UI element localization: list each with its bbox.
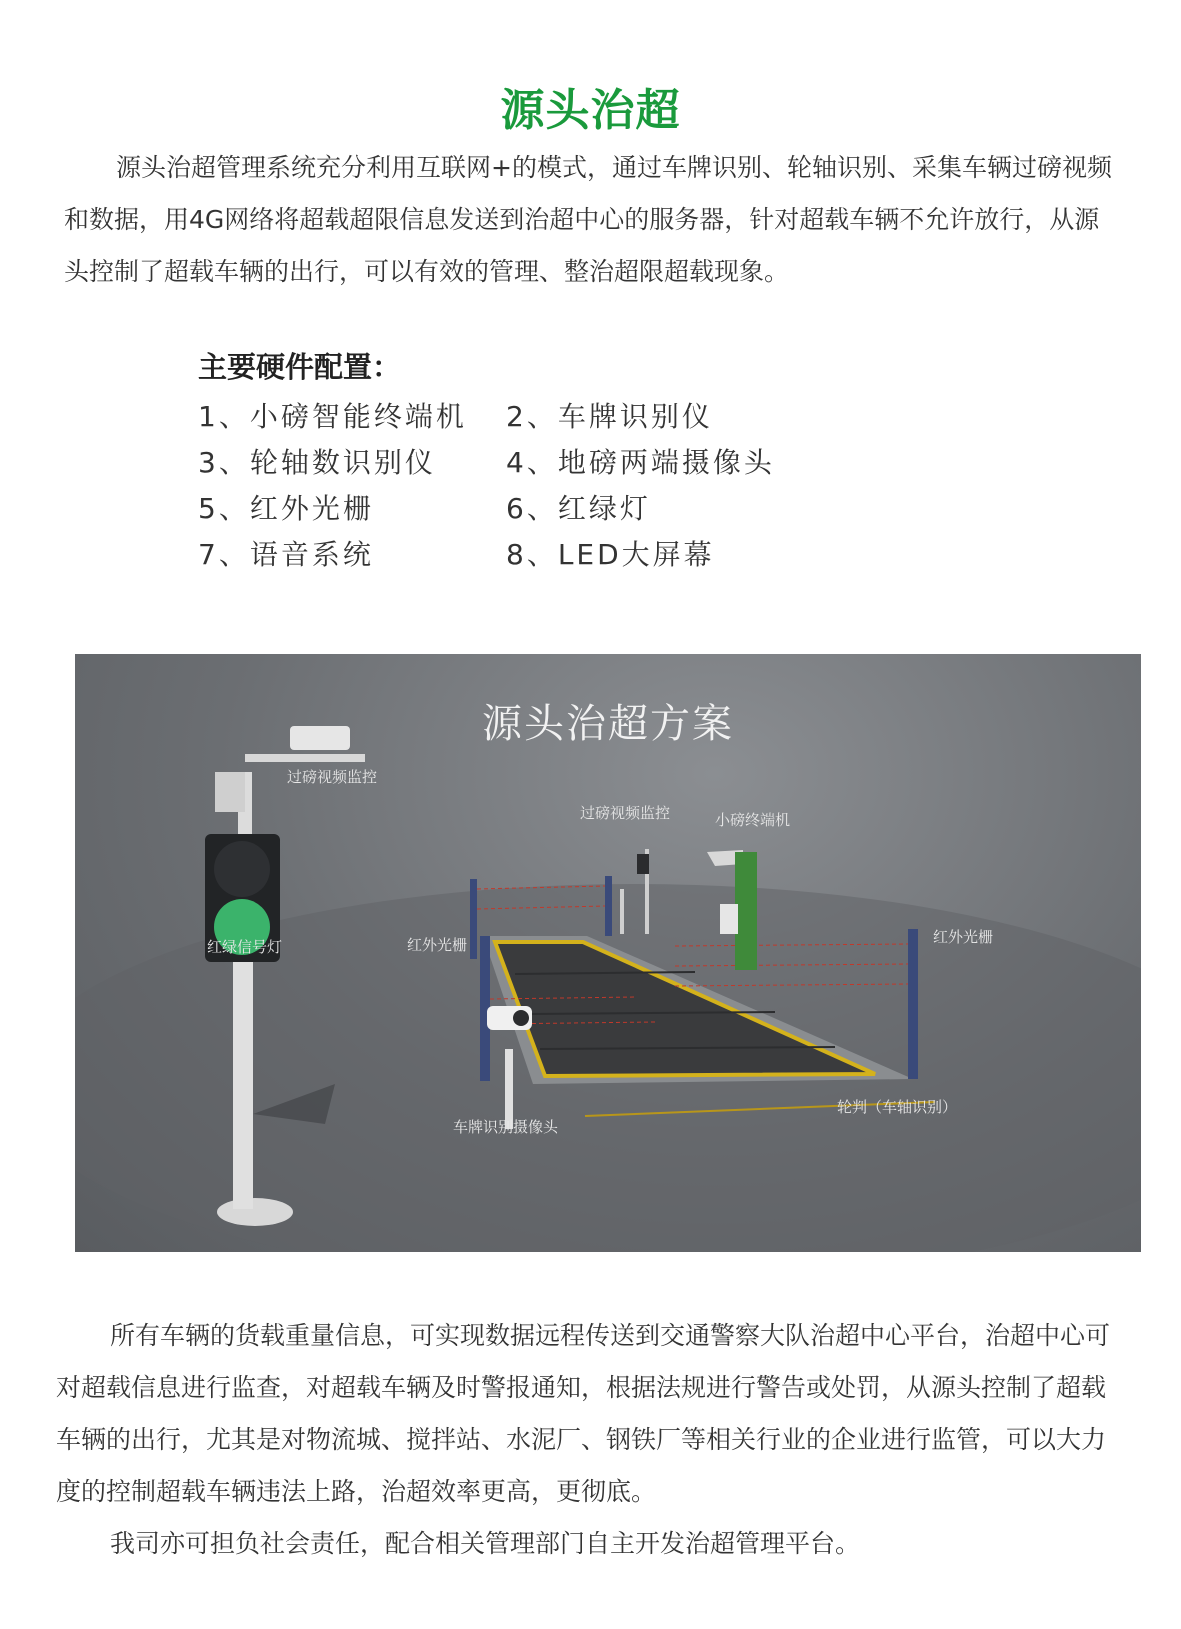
hardware-item: 8、LED大屏幕 <box>506 538 715 571</box>
hardware-row <box>198 486 838 532</box>
hardware-item: 3、轮轴数识别仪 <box>198 446 436 479</box>
diagram-title: 源头治超方案 <box>482 701 734 747</box>
solution-diagram <box>75 654 1141 1252</box>
page-title: 源头治超 <box>500 85 681 136</box>
infrared-post <box>470 879 477 959</box>
hardware-item: 1、小磅智能终端机 <box>198 400 467 433</box>
hardware-item: 2、车牌识别仪 <box>506 400 713 433</box>
outro-paragraph: 我司亦可担负社会责任，配合相关管理部门自主开发治超管理平台。 <box>110 1529 861 1558</box>
camera-arm <box>245 754 365 762</box>
pole-base <box>217 1198 293 1226</box>
label-video-monitor-center: 过磅视频监控 <box>580 804 671 822</box>
hardware-item: 4、地磅两端摄像头 <box>506 446 775 479</box>
label-plate-camera: 车牌识别摄像头 <box>453 1118 559 1136</box>
label-traffic-light: 红绿信号灯 <box>207 938 283 956</box>
label-infrared-left: 红外光栅 <box>407 936 468 954</box>
monitor-pole <box>620 889 624 934</box>
hardware-list <box>198 348 838 578</box>
pole-lower <box>233 954 253 1209</box>
hardware-item: 6、红绿灯 <box>506 492 651 525</box>
infrared-post <box>605 876 612 936</box>
outro-paragraph: 所有车辆的货载重量信息，可实现数据远程传送到交通警察大队治超中心平台，治超中心可对超载信息进行监查，对超载车辆及时警报通知，根据法规进行警告或处罚，从源头控制了超载车辆的出行，尤其是对物流城、搅拌站、水泥厂、钢铁厂等相关行业的企业进行监管，可以大力度的控制超载车辆违法上路，治超效率更高，更彻底。 <box>56 1321 1111 1506</box>
hardware-row <box>198 394 838 440</box>
pole-bracket <box>215 772 245 812</box>
intro-paragraph: 源头治超管理系统充分利用互联网+的模式，通过车牌识别、轮轴识别、采集车辆过磅视频和数据，用4G网络将超载超限信息发送到治超中心的服务器，针对超载车辆不允许放行，从源头控制了超载车辆的出行，可以有效的管理、整治超限超载现象。 <box>64 153 1112 286</box>
hardware-item: 5、红外光栅 <box>198 492 374 525</box>
hardware-heading: 主要硬件配置： <box>198 350 402 384</box>
monitor-camera-icon <box>637 854 649 874</box>
terminal-panel <box>720 904 738 934</box>
hardware-item: 7、语音系统 <box>198 538 374 571</box>
camera-lens-icon <box>513 1010 529 1026</box>
red-light-off <box>214 841 270 897</box>
terminal-body <box>735 852 757 970</box>
label-terminal: 小磅终端机 <box>715 811 791 829</box>
infrared-post <box>908 929 918 1079</box>
label-axle: 轮判（车轴识别） <box>837 1098 958 1116</box>
hardware-row <box>198 532 838 578</box>
outro-section <box>56 1310 1126 1570</box>
hardware-row <box>198 440 838 486</box>
label-infrared-right: 红外光栅 <box>933 928 994 946</box>
label-video-monitor-left: 过磅视频监控 <box>287 768 378 786</box>
